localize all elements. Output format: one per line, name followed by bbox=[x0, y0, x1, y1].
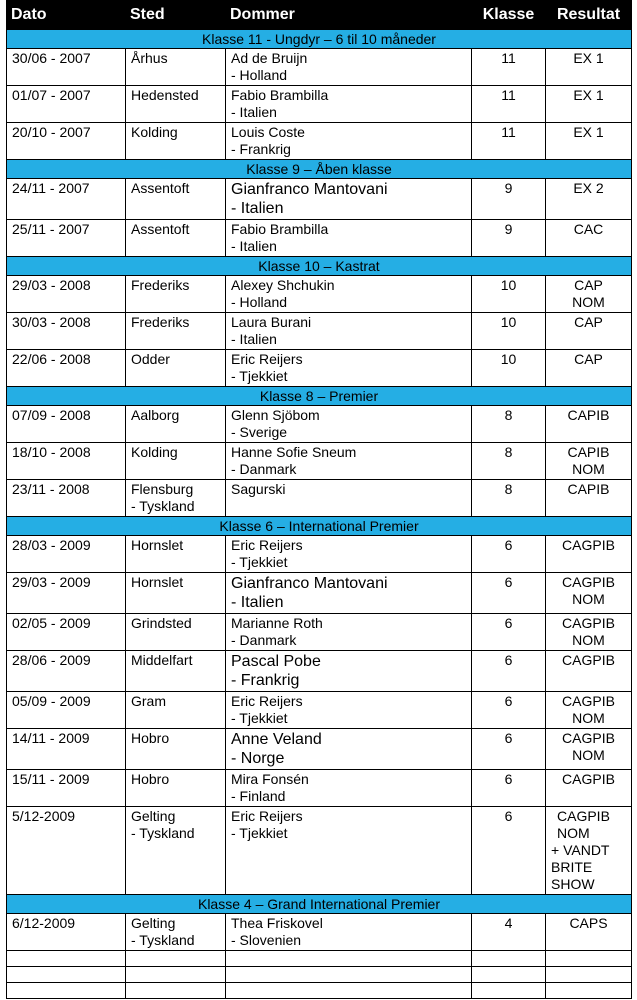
header-dommer: Dommer bbox=[226, 1, 472, 30]
cell-result bbox=[546, 123, 632, 160]
table-row bbox=[7, 651, 632, 692]
cell-result bbox=[546, 350, 632, 387]
cell-place bbox=[126, 614, 226, 651]
cell-klasse: 6 bbox=[472, 729, 546, 770]
result-line: CAP bbox=[574, 277, 603, 293]
cell-klasse: 11 bbox=[472, 123, 546, 160]
judge-line: - Frankrig bbox=[231, 672, 300, 689]
section-title: Klasse 10 – Kastrat bbox=[7, 257, 632, 276]
judge-line: Eric Reijers bbox=[231, 351, 303, 367]
result-line: BRITE bbox=[551, 859, 593, 875]
cell-judge bbox=[226, 179, 472, 220]
cell-place bbox=[126, 651, 226, 692]
cell-date: 6/12-2009 bbox=[7, 914, 126, 951]
place-line: Gram bbox=[131, 693, 166, 709]
result-line: EX 1 bbox=[573, 87, 604, 103]
judge-line: - Slovenien bbox=[231, 932, 302, 948]
result-line: CAGPIB bbox=[562, 730, 615, 746]
section-title: Klasse 11 - Ungdyr – 6 til 10 måneder bbox=[7, 30, 632, 49]
cell-judge bbox=[226, 614, 472, 651]
blank-cell bbox=[226, 951, 472, 967]
cell-result bbox=[546, 49, 632, 86]
section-header bbox=[7, 160, 632, 179]
result-line: CAC bbox=[573, 221, 604, 237]
place-line: Aalborg bbox=[131, 407, 180, 423]
cell-result bbox=[546, 770, 632, 807]
table-row bbox=[7, 536, 632, 573]
judge-line: Fabio Brambilla bbox=[231, 87, 329, 103]
cell-result bbox=[546, 480, 632, 517]
cell-date: 07/09 - 2008 bbox=[7, 406, 126, 443]
judge-line: - Norge bbox=[231, 750, 285, 767]
cell-place bbox=[126, 914, 226, 951]
judge-line: - Italien bbox=[231, 331, 277, 347]
cell-judge bbox=[226, 807, 472, 895]
section-title: Klasse 4 – Grand International Premier bbox=[7, 895, 632, 914]
cell-klasse: 10 bbox=[472, 313, 546, 350]
cell-klasse: 6 bbox=[472, 770, 546, 807]
cell-place bbox=[126, 86, 226, 123]
cell-klasse: 8 bbox=[472, 406, 546, 443]
judge-line: - Frankrig bbox=[231, 141, 291, 157]
table-row bbox=[7, 480, 632, 517]
judge-line: Hanne Sofie Sneum bbox=[231, 444, 357, 460]
cell-date: 29/03 - 2008 bbox=[7, 276, 126, 313]
place-line: Kolding bbox=[131, 124, 178, 140]
cell-judge bbox=[226, 443, 472, 480]
table-row bbox=[7, 406, 632, 443]
cell-judge bbox=[226, 770, 472, 807]
cell-result bbox=[546, 573, 632, 614]
cell-date: 28/06 - 2009 bbox=[7, 651, 126, 692]
blank-cell bbox=[472, 967, 546, 983]
place-line: Hedensted bbox=[131, 87, 199, 103]
cell-result bbox=[546, 536, 632, 573]
result-line: CAPS bbox=[569, 915, 608, 931]
judge-line: - Finland bbox=[231, 788, 286, 804]
judge-line: Louis Coste bbox=[231, 124, 305, 140]
cell-klasse: 11 bbox=[472, 86, 546, 123]
table-row bbox=[7, 807, 632, 895]
cell-result bbox=[546, 692, 632, 729]
judge-line: Pascal Pobe bbox=[231, 653, 321, 670]
result-line: EX 2 bbox=[573, 180, 604, 196]
result-line: EX 1 bbox=[573, 124, 604, 140]
cell-place bbox=[126, 692, 226, 729]
blank-cell bbox=[7, 951, 126, 967]
cell-date: 24/11 - 2007 bbox=[7, 179, 126, 220]
cell-klasse: 8 bbox=[472, 443, 546, 480]
result-line: NOM bbox=[572, 747, 605, 763]
judge-line: Alexey Shchukin bbox=[231, 277, 335, 293]
result-line: CAPIB bbox=[567, 481, 610, 497]
blank-row bbox=[7, 951, 632, 967]
cell-result bbox=[546, 807, 632, 895]
cell-klasse: 8 bbox=[472, 480, 546, 517]
blank-cell bbox=[546, 967, 632, 983]
judge-line: - Sverige bbox=[231, 424, 288, 440]
cell-judge bbox=[226, 573, 472, 614]
table-row bbox=[7, 123, 632, 160]
place-line: Hobro bbox=[131, 771, 170, 787]
cell-judge bbox=[226, 123, 472, 160]
blank-cell bbox=[126, 983, 226, 999]
cell-result bbox=[546, 443, 632, 480]
place-line: Århus bbox=[131, 50, 168, 66]
blank-row bbox=[7, 967, 632, 983]
result-line: EX 1 bbox=[573, 50, 604, 66]
table-row bbox=[7, 220, 632, 257]
judge-line: - Holland bbox=[231, 294, 288, 310]
judge-line: Glenn Sjöbom bbox=[231, 407, 320, 423]
cell-place bbox=[126, 536, 226, 573]
place-line: Gelting bbox=[131, 915, 176, 931]
cell-klasse: 9 bbox=[472, 220, 546, 257]
judge-line: Laura Burani bbox=[231, 314, 312, 330]
table-row bbox=[7, 86, 632, 123]
section-header bbox=[7, 517, 632, 536]
judge-line: Eric Reijers bbox=[231, 808, 303, 824]
header-sted: Sted bbox=[126, 1, 226, 30]
place-line: Gelting bbox=[131, 808, 176, 824]
judge-line: Anne Veland bbox=[231, 731, 322, 748]
judge-line: - Tjekkiet bbox=[231, 368, 288, 384]
blank-cell bbox=[7, 967, 126, 983]
blank-cell bbox=[472, 983, 546, 999]
table-row bbox=[7, 350, 632, 387]
place-line: Grindsted bbox=[131, 615, 192, 631]
place-line: Kolding bbox=[131, 444, 178, 460]
cell-klasse: 11 bbox=[472, 49, 546, 86]
cell-result bbox=[546, 276, 632, 313]
place-line: Assentoft bbox=[131, 221, 190, 237]
place-line: Hornslet bbox=[131, 574, 184, 590]
place-line: Middelfart bbox=[131, 652, 193, 668]
cell-judge bbox=[226, 536, 472, 573]
place-line: - Tyskland bbox=[131, 825, 195, 841]
cell-date: 25/11 - 2007 bbox=[7, 220, 126, 257]
judge-line: Sagurski bbox=[231, 481, 286, 497]
place-line: Frederiks bbox=[131, 277, 190, 293]
cell-date: 29/03 - 2009 bbox=[7, 573, 126, 614]
table-body bbox=[7, 30, 632, 999]
judge-line: - Tjekkiet bbox=[231, 825, 288, 841]
cell-result bbox=[546, 914, 632, 951]
table-row bbox=[7, 729, 632, 770]
cell-judge bbox=[226, 49, 472, 86]
cell-place bbox=[126, 770, 226, 807]
place-line: - Tyskland bbox=[131, 932, 195, 948]
judge-line: - Italien bbox=[231, 104, 277, 120]
table-row bbox=[7, 276, 632, 313]
result-line: NOM bbox=[572, 591, 605, 607]
cell-judge bbox=[226, 220, 472, 257]
result-line: CAPIB bbox=[567, 444, 610, 460]
result-line: CAP bbox=[574, 314, 603, 330]
judge-line: - Tjekkiet bbox=[231, 554, 288, 570]
blank-cell bbox=[126, 967, 226, 983]
table-row bbox=[7, 443, 632, 480]
blank-row bbox=[7, 983, 632, 999]
cell-date: 22/06 - 2008 bbox=[7, 350, 126, 387]
table-row bbox=[7, 614, 632, 651]
cell-klasse: 6 bbox=[472, 807, 546, 895]
cell-klasse: 6 bbox=[472, 573, 546, 614]
cell-klasse: 6 bbox=[472, 536, 546, 573]
cell-judge bbox=[226, 350, 472, 387]
judge-line: Mira Fonsén bbox=[231, 771, 309, 787]
cell-place bbox=[126, 443, 226, 480]
section-title: Klasse 6 – International Premier bbox=[7, 517, 632, 536]
judge-line: Marianne Roth bbox=[231, 615, 323, 631]
place-line: Assentoft bbox=[131, 180, 190, 196]
blank-cell bbox=[546, 951, 632, 967]
place-line: Flensburg bbox=[131, 481, 194, 497]
judge-line: Gianfranco Mantovani bbox=[231, 181, 388, 198]
cell-klasse: 6 bbox=[472, 651, 546, 692]
header-klasse: Klasse bbox=[472, 1, 546, 30]
cell-judge bbox=[226, 480, 472, 517]
place-line: Hornslet bbox=[131, 537, 184, 553]
blank-cell bbox=[472, 951, 546, 967]
results-table bbox=[6, 0, 632, 999]
blank-cell bbox=[546, 983, 632, 999]
place-line: Hobro bbox=[131, 730, 170, 746]
cell-klasse: 9 bbox=[472, 179, 546, 220]
judge-line: - Italien bbox=[231, 200, 284, 217]
table-row bbox=[7, 179, 632, 220]
cell-place bbox=[126, 179, 226, 220]
cell-date: 02/05 - 2009 bbox=[7, 614, 126, 651]
judge-line: Thea Friskovel bbox=[231, 915, 323, 931]
cell-klasse: 4 bbox=[472, 914, 546, 951]
cell-judge bbox=[226, 729, 472, 770]
judge-line: - Tjekkiet bbox=[231, 710, 288, 726]
section-header bbox=[7, 257, 632, 276]
cell-klasse: 6 bbox=[472, 614, 546, 651]
table-row bbox=[7, 770, 632, 807]
result-line: CAP bbox=[574, 351, 603, 367]
judge-line: - Italien bbox=[231, 238, 277, 254]
cell-place bbox=[126, 480, 226, 517]
cell-place bbox=[126, 276, 226, 313]
cell-klasse: 10 bbox=[472, 350, 546, 387]
cell-result bbox=[546, 614, 632, 651]
blank-cell bbox=[226, 983, 472, 999]
table-row bbox=[7, 49, 632, 86]
result-line: CAGPIB bbox=[562, 615, 615, 631]
cell-place bbox=[126, 573, 226, 614]
judge-line: Eric Reijers bbox=[231, 537, 303, 553]
cell-judge bbox=[226, 692, 472, 729]
place-line: - Tyskland bbox=[131, 498, 195, 514]
result-line: SHOW bbox=[551, 876, 595, 892]
cell-place bbox=[126, 220, 226, 257]
cell-date: 15/11 - 2009 bbox=[7, 770, 126, 807]
cell-result bbox=[546, 313, 632, 350]
place-line: Odder bbox=[131, 351, 170, 367]
result-line: CAGPIB bbox=[562, 693, 615, 709]
judge-line: - Italien bbox=[231, 594, 284, 611]
place-line: Frederiks bbox=[131, 314, 190, 330]
cell-judge bbox=[226, 276, 472, 313]
cell-date: 28/03 - 2009 bbox=[7, 536, 126, 573]
cell-judge bbox=[226, 651, 472, 692]
cell-result bbox=[546, 179, 632, 220]
section-header bbox=[7, 895, 632, 914]
table-row bbox=[7, 914, 632, 951]
result-line: + VANDT bbox=[551, 842, 610, 858]
cell-place bbox=[126, 406, 226, 443]
cell-date: 14/11 - 2009 bbox=[7, 729, 126, 770]
result-line: CAGPIB bbox=[562, 652, 615, 668]
header-dato: Dato bbox=[7, 1, 126, 30]
cell-judge bbox=[226, 406, 472, 443]
judge-line: - Danmark bbox=[231, 461, 297, 477]
cell-klasse: 10 bbox=[472, 276, 546, 313]
cell-date: 05/09 - 2009 bbox=[7, 692, 126, 729]
result-line: CAGPIB bbox=[557, 808, 610, 824]
cell-place bbox=[126, 123, 226, 160]
cell-date: 23/11 - 2008 bbox=[7, 480, 126, 517]
result-line: CAGPIB bbox=[562, 537, 615, 553]
cell-place bbox=[126, 807, 226, 895]
cell-place bbox=[126, 313, 226, 350]
table-row bbox=[7, 313, 632, 350]
blank-cell bbox=[7, 983, 126, 999]
cell-date: 30/06 - 2007 bbox=[7, 49, 126, 86]
judge-line: - Holland bbox=[231, 67, 288, 83]
judge-line: Eric Reijers bbox=[231, 693, 303, 709]
cell-date: 01/07 - 2007 bbox=[7, 86, 126, 123]
cell-date: 30/03 - 2008 bbox=[7, 313, 126, 350]
cell-judge bbox=[226, 86, 472, 123]
result-line: CAGPIB bbox=[562, 771, 615, 787]
result-line: CAGPIB bbox=[562, 574, 615, 590]
cell-klasse: 6 bbox=[472, 692, 546, 729]
result-line: NOM bbox=[572, 461, 605, 477]
judge-line: Gianfranco Mantovani bbox=[231, 575, 388, 592]
result-line: NOM bbox=[572, 294, 605, 310]
cell-result bbox=[546, 729, 632, 770]
judge-line: - Danmark bbox=[231, 632, 297, 648]
blank-cell bbox=[126, 951, 226, 967]
cell-result bbox=[546, 220, 632, 257]
cell-date: 5/12-2009 bbox=[7, 807, 126, 895]
cell-date: 18/10 - 2008 bbox=[7, 443, 126, 480]
table-header bbox=[7, 1, 632, 30]
section-title: Klasse 9 – Åben klasse bbox=[7, 160, 632, 179]
cell-result bbox=[546, 651, 632, 692]
result-line: NOM bbox=[557, 825, 590, 841]
table-row bbox=[7, 573, 632, 614]
blank-cell bbox=[226, 967, 472, 983]
cell-date: 20/10 - 2007 bbox=[7, 123, 126, 160]
judge-line: Fabio Brambilla bbox=[231, 221, 329, 237]
cell-judge bbox=[226, 914, 472, 951]
section-header bbox=[7, 30, 632, 49]
cell-place bbox=[126, 350, 226, 387]
cell-judge bbox=[226, 313, 472, 350]
section-title: Klasse 8 – Premier bbox=[7, 387, 632, 406]
header-resultat: Resultat bbox=[546, 1, 632, 30]
cell-result bbox=[546, 406, 632, 443]
result-line: CAPIB bbox=[567, 407, 610, 423]
cell-result bbox=[546, 86, 632, 123]
cell-place bbox=[126, 49, 226, 86]
judge-line: Ad de Bruijn bbox=[231, 50, 308, 66]
table-row bbox=[7, 692, 632, 729]
result-line: NOM bbox=[572, 632, 605, 648]
section-header bbox=[7, 387, 632, 406]
result-line: NOM bbox=[572, 710, 605, 726]
cell-place bbox=[126, 729, 226, 770]
